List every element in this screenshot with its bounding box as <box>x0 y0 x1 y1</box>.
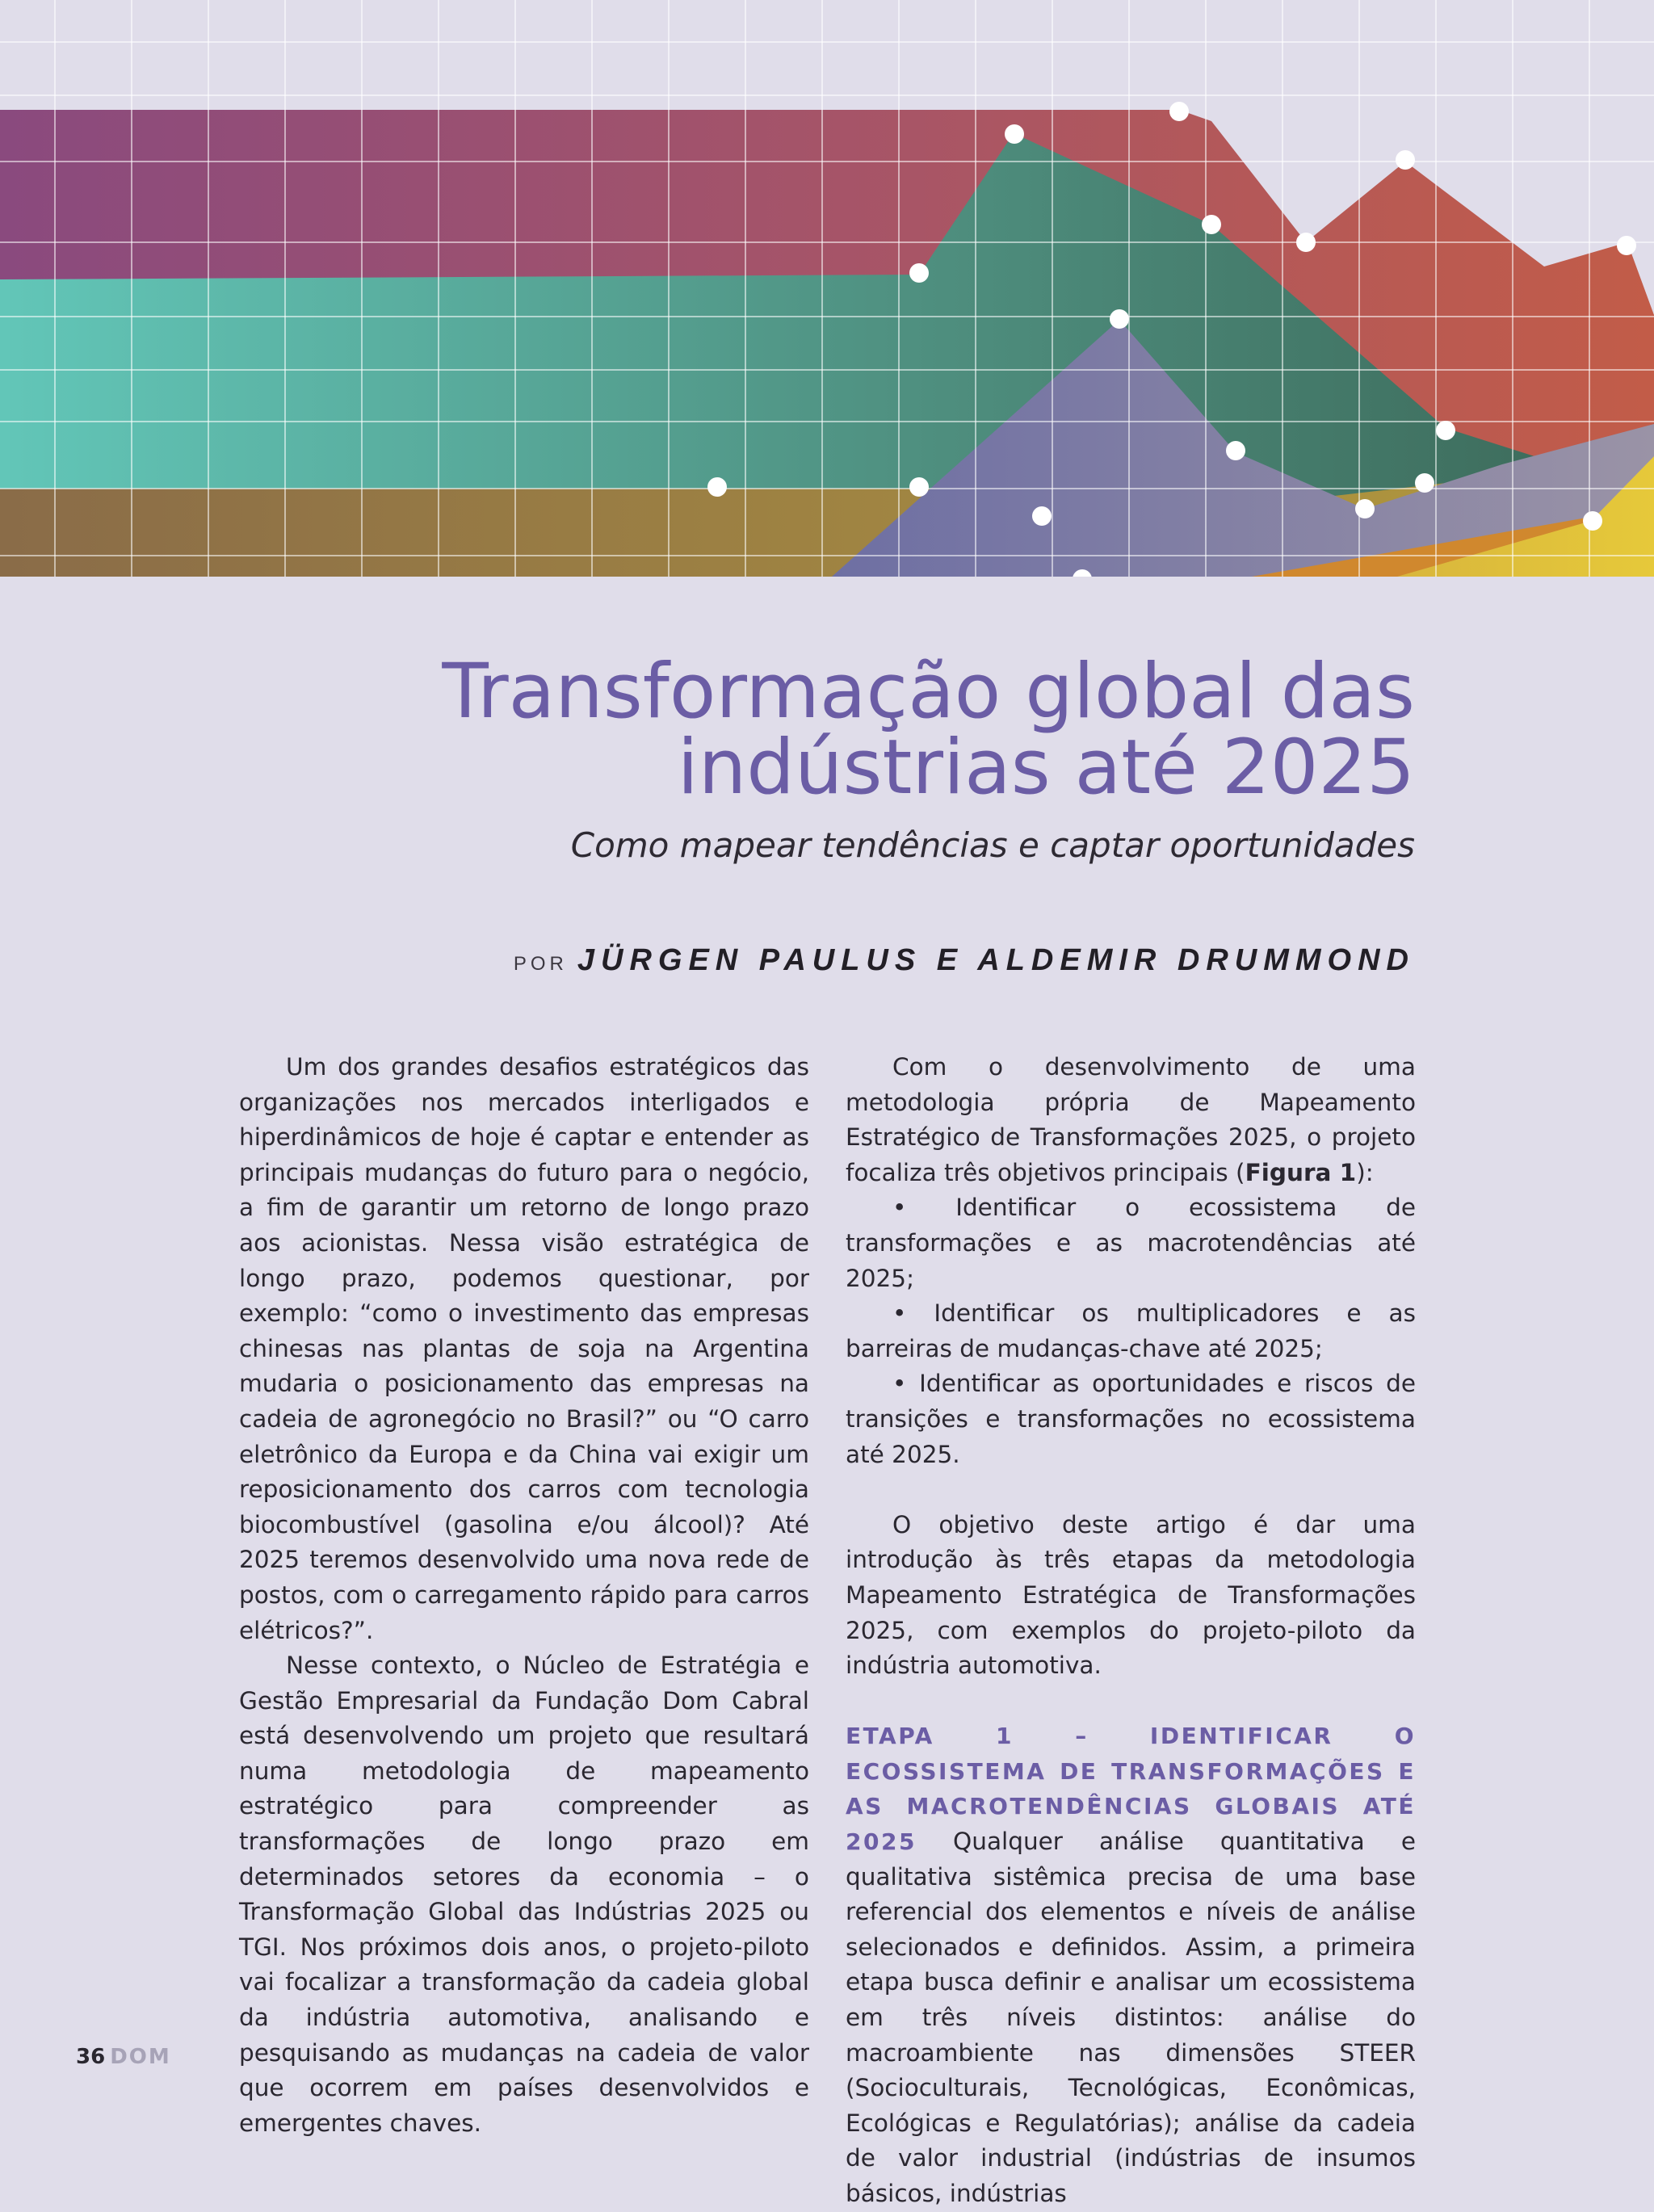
title-line-2: indústrias até 2025 <box>677 724 1415 812</box>
bullet-item-1: • Identificar o ecossistema de transformações e as macrotendências até 2025; <box>846 1194 1416 1292</box>
left-paragraph-1: Um dos grandes desafios estratégicos das organizações nos mercados interligados e hiperdinâmicos de hoje é captar e entender as principais mudanças do futuro para o negócio, a fim de garantir um retorno de longo prazo aos acionistas. Nessa visão estratégica de longo prazo, podemos questionar, por exemplo: “como o investimento das empresas chinesas nas plantas de soja na Argentina mudaria o posicionamento das empresas na cadeia de agronegócio no Brasil?” ou “O carro eletrônico da Europa e da China vai exigir um reposicionamento dos carros com tecnologia biocombustível (gasolina e/ou álcool)? Até 2025 teremos desenvolvido uma nova rede de postos, com o carregamento rápido para carros elétricos?”. <box>239 1053 809 1644</box>
right-paragraph-2: O objetivo deste artigo é dar uma introdução às três etapas da metodologia Mapeamento Estratégica de Transformações 2025, com exemplos do projeto-piloto da indústria automotiva. <box>846 1510 1416 1680</box>
paragraph-spacer <box>846 1472 1416 1508</box>
left-column <box>239 1050 809 2141</box>
paragraph-spacer <box>846 1684 1416 1719</box>
byline <box>514 943 1415 978</box>
etapa-1-text: Qualquer análise quantitativa e qualitativa sistêmica precisa de uma base referencial dos elementos e níveis de análise selecionados e definidos. Assim, a primeira etapa busca definir e analisar um ecossistema em três níveis distintos: análise do macroambiente nas dimensões STEER (Socioculturais, Tecnológicas, Econômicas, Ecológicas e Regulatórias); análise da cadeia de valor industrial (indústrias de insumos básicos, indústrias <box>846 1828 1416 2207</box>
magazine-name: DOM <box>110 2045 171 2069</box>
page-number: 36 <box>76 2045 106 2069</box>
byline-authors: JÜRGEN PAULUS E ALDEMIR DRUMMOND <box>577 943 1415 977</box>
etapa-1-paragraph <box>846 1719 1416 2211</box>
figure-reference: Figura 1 <box>1245 1158 1357 1186</box>
left-paragraph-2: Nesse contexto, o Núcleo de Estratégia e Gestão Empresarial da Fundação Dom Cabral está desenvolvendo um projeto que resultará numa metodologia de mapeamento estratégico para compreender as transformações de longo prazo em determinados setores da economia – o Transformação Global das Indústrias 2025 ou TGI. Nos próximos dois anos, o projeto-piloto vai focalizar a transformação da cadeia global da indústria automotiva, analisando e pesquisando as mudanças na cadeia de valor que ocorrem em países desenvolvidos e emergentes chaves. <box>239 1652 809 2137</box>
page-footer <box>76 2045 171 2069</box>
right-p1-text: Com o desenvolvimento de uma metodologia própria de Mapeamento Estratégico de Transformações 2025, o projeto focaliza três objetivos principais ( <box>846 1053 1416 1186</box>
etapa-1-heading: ETAPA 1 – IDENTIFICAR O ECOSSISTEMA DE TRANSFORMAÇÕES E AS MACROTENDÊNCIAS GLOBAIS ATÉ 2025 <box>846 1723 1416 1856</box>
article-subtitle: Como mapear tendências e captar oportunidades <box>570 825 1415 865</box>
decorative-area-chart <box>0 0 1654 577</box>
right-column <box>846 1050 1416 2212</box>
bullet-item-3: • Identificar as oportunidades e riscos de transições e transformações no ecossistema até 2025. <box>846 1370 1416 1468</box>
title-line-1: Transformação global das <box>442 648 1415 736</box>
article-title <box>365 648 1415 812</box>
byline-prefix: POR <box>513 953 568 975</box>
bullet-item-2: • Identificar os multiplicadores e as barreiras de mudanças-chave até 2025; <box>846 1299 1416 1362</box>
right-p1-end: ): <box>1356 1158 1374 1186</box>
article-header <box>365 648 1415 865</box>
banner-svg <box>0 0 1654 577</box>
right-paragraph-1 <box>846 1050 1416 1190</box>
